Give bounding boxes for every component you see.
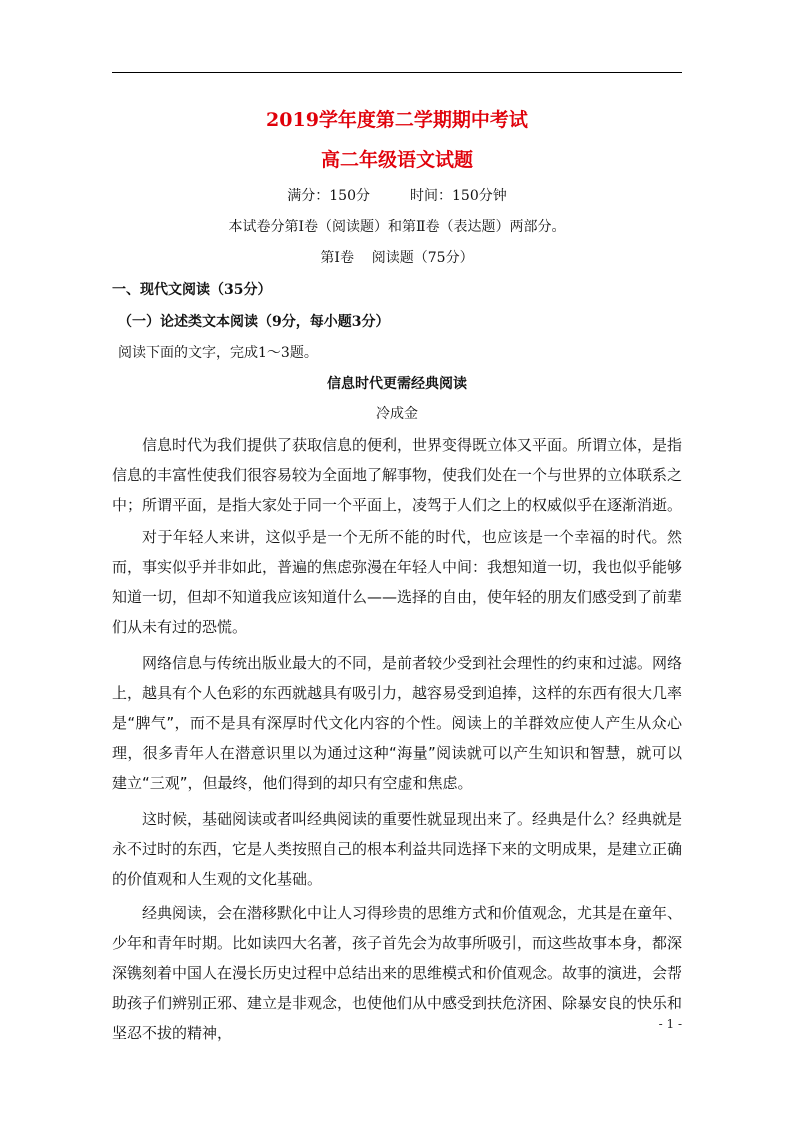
article-paragraph-2: 对于年轻人来讲，这似乎是一个无所不能的时代，也应该是一个幸福的时代。然而，事实似乎并非如此，普遍的焦虑弥漫在年轻人中间：我想知道一切，我也似乎能够知道一切，但却不知道我应该知道什么——选择的自由，使年轻的朋友们感受到了前辈们从未有过的恐慌。 bbox=[112, 528, 683, 636]
page-number: - 1 - bbox=[658, 1017, 682, 1031]
exam-title: 2019学年度第二学期期中考试 bbox=[266, 109, 528, 131]
section-title: 第Ⅰ卷 阅读题（75分） bbox=[320, 250, 474, 266]
sub-heading: （一）论述类文本阅读（9分，每小题3分） bbox=[118, 314, 390, 330]
article-paragraph-1: 信息时代为我们提供了获取信息的便利，世界变得既立体又平面。所谓立体，是指信息的丰富性使我们很容易较为全面地了解事物，使我们处在一个与世界的立体联系之中；所谓平面，是指大家处于同一个平面上，凌驾于人们之上的权威似乎在逐渐消逝。 bbox=[112, 436, 683, 514]
article-paragraph-5: 经典阅读，会在潜移默化中让人习得珍贵的思维方式和价值观念，尤其是在童年、少年和青年时期。比如读四大名著，孩子首先会为故事所吸引，而这些故事本身，都深深镌刻着中国人在漫长历史过程中总结出来的思维模式和价值观念。故事的演进，会帮助孩子们辨别正邪、建立是非观念，也使他们从中感受到扶危济困、除暴安良的快乐和坚忍不拔的精神， bbox=[112, 904, 683, 1042]
article-author: 冷成金 bbox=[376, 406, 418, 422]
part-heading: 一、现代文阅读（35分） bbox=[112, 282, 272, 298]
exam-subtitle: 高二年级语文试题 bbox=[320, 149, 473, 171]
exam-meta bbox=[112, 186, 682, 206]
article-title: 信息时代更需经典阅读 bbox=[327, 376, 467, 392]
structure-note: 本试卷分第Ⅰ卷（阅读题）和第Ⅱ卷（表达题）两部分。 bbox=[228, 219, 566, 235]
instruction: 阅读下面的文字，完成1～3题。 bbox=[118, 345, 318, 361]
article-paragraph-3: 网络信息与传统出版业最大的不同，是前者较少受到社会理性的约束和过滤。网络上，越具有个人色彩的东西就越具有吸引力，越容易受到追捧，这样的东西有很大几率是“脾气”，而不是具有深厚时代文化内容的个性。阅读上的羊群效应使人产生从众心理，很多青年人在潜意识里以为通过这种“海量”阅读就可以产生知识和智慧，就可以建立“三观”，但最终，他们得到的却只有空虚和焦虑。 bbox=[112, 654, 683, 792]
header-rule bbox=[112, 72, 682, 73]
article-paragraph-4: 这时候，基础阅读或者叫经典阅读的重要性就显现出来了。经典是什么？经典就是永不过时的东西，它是人类按照自己的根本利益共同选择下来的文明成果，是建立正确的价值观和人生观的文化基础。 bbox=[112, 810, 683, 888]
exam-time: 时间：150分钟 bbox=[410, 188, 507, 204]
full-score: 满分：150分 bbox=[287, 188, 370, 204]
